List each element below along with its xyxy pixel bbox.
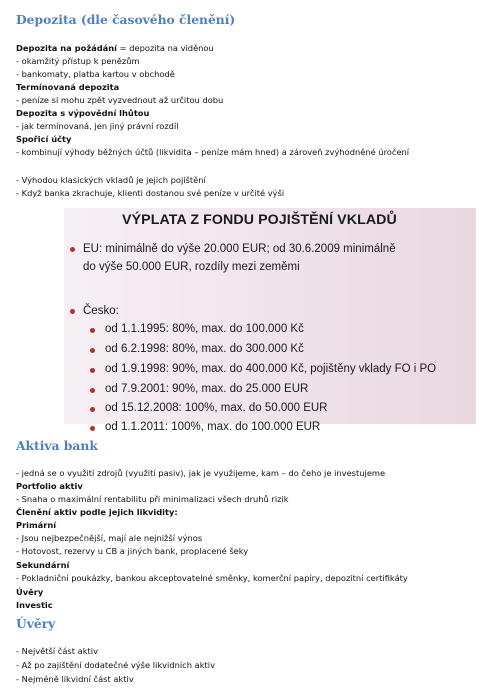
slide-cz-item-2: od 6.2.1998: 80%, max. do 300.000 Kč <box>105 343 304 355</box>
term-portfolio-aktiv: Portfolio aktiv <box>16 481 83 491</box>
term-investic: Investic <box>16 600 53 610</box>
depozita-line-10: - Výhodou klasických vkladů je jejich pojištění <box>16 175 206 185</box>
term-sekundarni: Sekundární <box>16 560 70 570</box>
term-primarni: Primární <box>16 520 57 530</box>
definition-depozita-na-videnou: = depozita na viděnou <box>117 43 214 53</box>
bullet-icon <box>90 368 95 373</box>
uvery-line-1: - Největší část aktiv <box>16 646 98 656</box>
slide-image-deposit-insurance <box>64 208 476 433</box>
term-depozita-na-pozadani: Depozita na požádání <box>16 43 118 53</box>
slide-title: VÝPLATA Z FONDU POJIŠTĚNÍ VKLADŮ <box>122 212 397 228</box>
term-sporici-ucty: Spořicí účty <box>16 134 72 144</box>
slide-cz-item-6: od 1.1.2011: 100%, max. do 100.000 EUR <box>105 421 321 433</box>
slide-cz-item-3: od 1.9.1998: 90%, max. do 400.000 Kč, pojištěny vklady FO i PO <box>105 363 437 375</box>
heading-depozita: Depozita (dle časového členění) <box>16 12 236 27</box>
bullet-icon <box>90 328 95 333</box>
aktiva-line-7: - Hotovost, rezervy u CB a jiných bank, proplacené šeky <box>16 546 249 556</box>
aktiva-line-3: - Snaha o maximální rentabilitu při minimalizaci všech druhů rizik <box>16 494 289 504</box>
bullet-icon <box>70 309 75 314</box>
depozita-line-1 <box>16 43 214 54</box>
uvery-line-3: - Nejméně likvidní část aktiv <box>16 674 134 684</box>
slide-cz-label: Česko: <box>83 305 119 317</box>
bullet-icon <box>90 388 95 393</box>
depozita-line-2: - okamžitý přístup k penězům <box>16 56 140 66</box>
bullet-icon <box>90 348 95 353</box>
uvery-line-2: - Až po zajištění dodatečné výše likvidních aktiv <box>16 660 215 670</box>
term-uvery: Úvěry <box>16 587 44 597</box>
slide-cz-item-1: od 1.1.1995: 80%, max. do 100.000 Kč <box>105 323 304 335</box>
depozita-line-5: - peníze si mohu zpět vyzvednout až určitou dobu <box>16 95 224 105</box>
slide-cz-item-5: od 15.12.2008: 100%, max. do 50.000 EUR <box>105 402 328 414</box>
slide-eu-line-1: EU: minimálně do výše 20.000 EUR; od 30.6.2009 minimálně <box>83 243 396 255</box>
bullet-icon <box>70 247 75 252</box>
heading-aktiva-bank: Aktiva bank <box>16 438 98 453</box>
aktiva-line-6: - Jsou nejbezpečnější, mají ale nejnižší výnos <box>16 533 203 543</box>
term-depozita-s-vypovedni-lhutou: Depozita s výpovědní lhůtou <box>16 108 150 118</box>
bullet-icon <box>90 407 95 412</box>
depozita-line-3: - bankomaty, platba kartou v obchodě <box>16 69 175 79</box>
term-cleneni-aktiv: Členění aktiv podle jejich likvidity: <box>16 507 178 517</box>
depozita-line-9: - kombinují výhody běžných účtů (likvidita – peníze mám hned) a zároveň zvýhodněné úročení <box>16 147 410 157</box>
aktiva-line-9: - Pokladniční poukázky, bankou akceptovatelné směnky, komerční papíry, depozitní certifikáty <box>16 573 408 583</box>
term-terminovana-depozita: Termínovaná depozita <box>16 82 120 92</box>
depozita-line-7: - jak termínovaná, jen jiný právní rozdíl <box>16 121 179 131</box>
slide-cz-item-4: od 7.9.2001: 90%, max. do 25.000 EUR <box>105 383 309 395</box>
aktiva-line-1: - jedná se o využití zdrojů (využití pasiv), jak je využijeme, kam – do čeho je investujeme <box>16 468 386 478</box>
slide-eu-line-2: do výše 50.000 EUR, rozdíly mezi zeměmi <box>83 261 300 273</box>
bullet-icon <box>90 426 95 431</box>
heading-uvery: Úvěry <box>16 616 56 631</box>
depozita-line-11: - Když banka zkrachuje, klienti dostanou své peníze v určité výši <box>16 188 285 198</box>
